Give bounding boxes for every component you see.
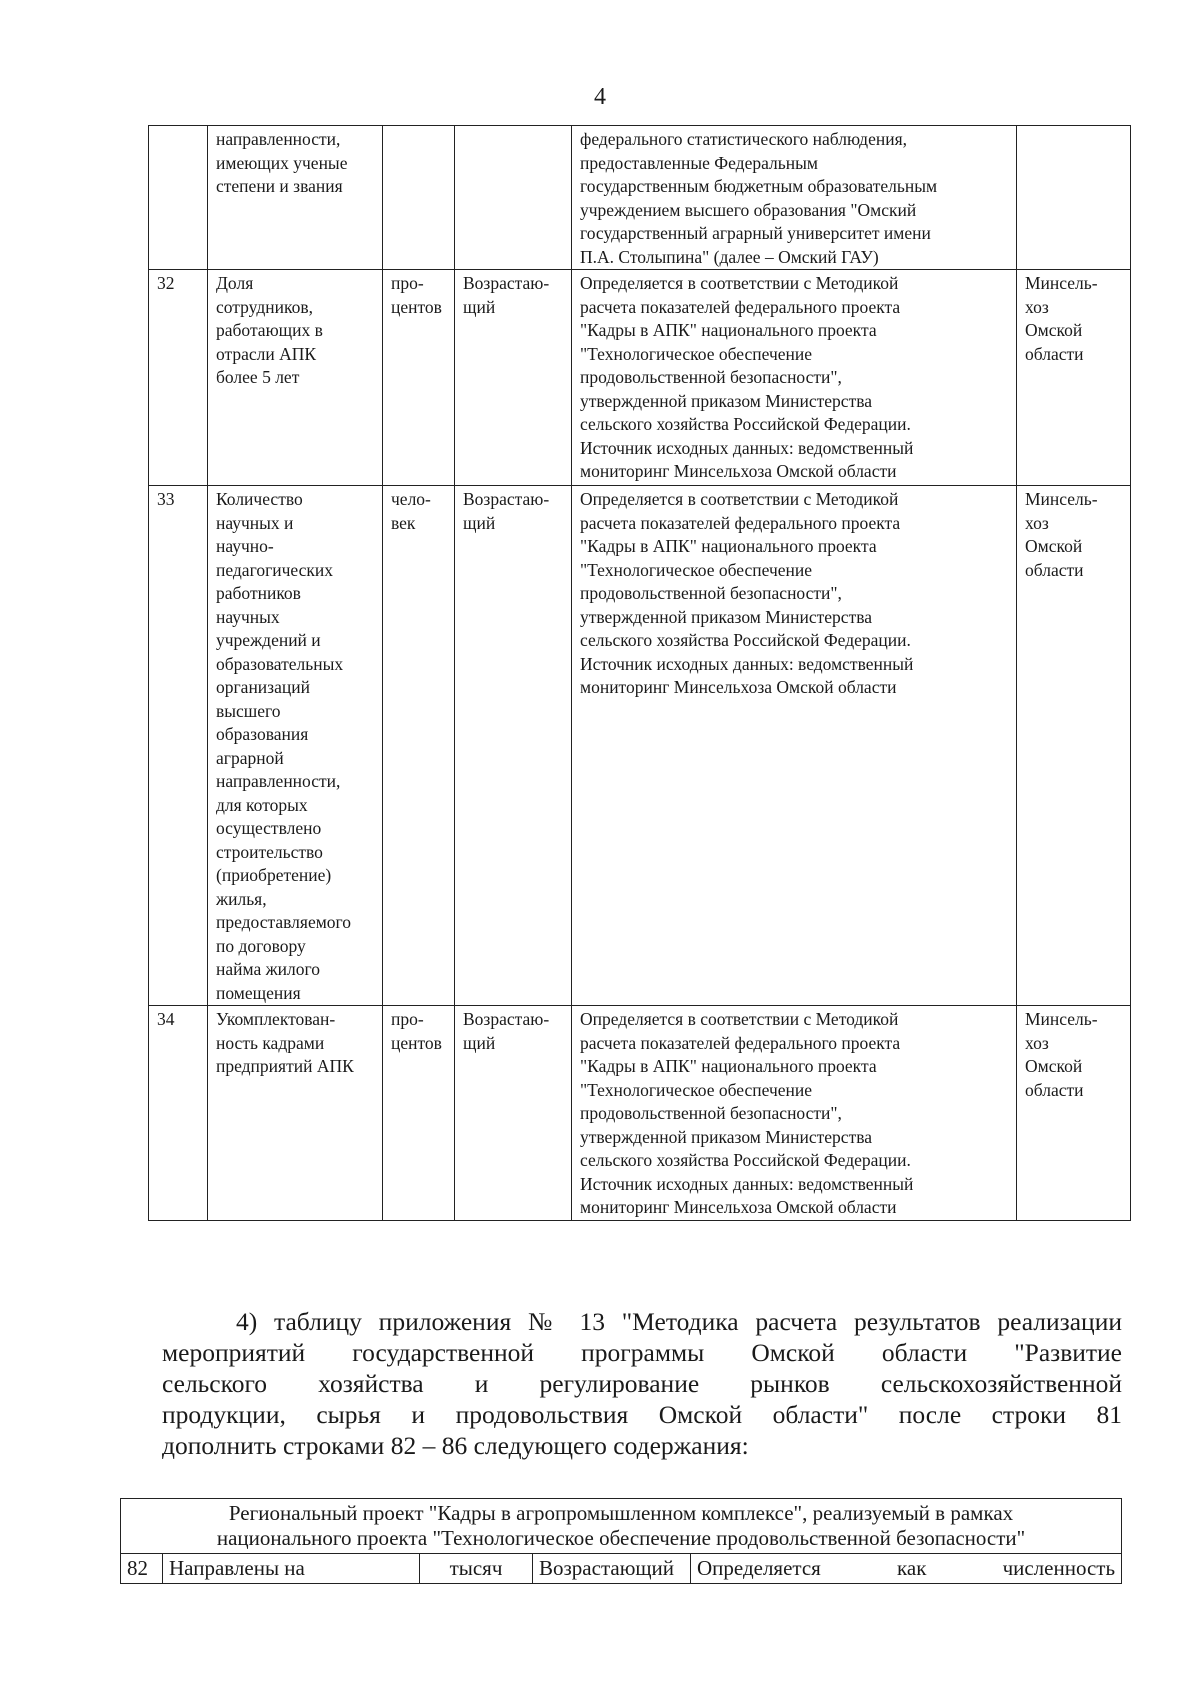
regional-project-header (121, 1499, 1122, 1554)
responsible-line: области (1025, 343, 1084, 364)
method-line: расчета показателей федерального проекта (580, 1032, 901, 1053)
method-line: сельского хозяйства Российской Федерации. (580, 414, 911, 434)
indicator-name-line: отрасли АПК (216, 343, 317, 364)
method-line: сельского хозяйства Российской Федерации. (580, 630, 911, 650)
indicator-name-line: учреждений и (216, 630, 321, 650)
method-line: мониторинг Минсельхоза Омской области (580, 677, 897, 697)
indicator-name (208, 486, 383, 1006)
method-word: Определяется (697, 1556, 821, 1580)
indicators-table (148, 125, 1131, 1221)
paragraph-line: сельского хозяйства и регулирование рынков сельскохозяйственной (162, 1369, 1122, 1398)
indicator-name-line: сотрудников, (216, 296, 313, 317)
trend-line: щий (463, 1032, 496, 1053)
indicator-name-line: по договору (216, 935, 306, 956)
method-line: мониторинг Минсельхоза Омской области (580, 1197, 897, 1217)
indicator-name-line: научных (216, 606, 280, 627)
responsible-line: области (1025, 559, 1084, 580)
responsible-line: Омской (1025, 536, 1083, 556)
responsible (1017, 126, 1131, 270)
indicator-name-line: ность кадрами (216, 1032, 325, 1053)
method-line: утвержденной приказом Министерства (580, 606, 873, 627)
responsible-line: хоз (1025, 512, 1049, 533)
method-line: Определяется в соответствии с Методикой (580, 489, 899, 509)
method (572, 486, 1017, 1006)
method (691, 1554, 1122, 1584)
method-line: Определяется в соответствии с Методикой (580, 273, 899, 293)
indicator-name-line: образования (216, 724, 309, 744)
indicator-name (208, 1006, 383, 1221)
indicator-name-line: жилья, (216, 888, 267, 909)
unit-line: центов (391, 296, 442, 317)
responsible-line: хоз (1025, 296, 1049, 317)
responsible-line: Омской (1025, 1056, 1083, 1076)
method-line: государственный аграрный университет имени (580, 223, 931, 243)
table-row (121, 1554, 1122, 1584)
indicator-name-line: более 5 лет (216, 367, 300, 387)
indicator-name-line: для которых (216, 794, 308, 815)
responsible-line: Омской (1025, 320, 1083, 340)
indicator-name-line: направленности, (216, 129, 341, 149)
paragraph-line: 4) таблицу приложения № 13 "Методика расчета результатов реализации (236, 1307, 1122, 1336)
indicator-name-line: работников (216, 583, 301, 603)
indicator-name-line: научных и (216, 512, 294, 533)
trend (455, 270, 572, 486)
trend-line: Возрастаю- (463, 273, 550, 293)
method-line: предоставленные Федеральным (580, 152, 818, 173)
method (572, 270, 1017, 486)
table-row (149, 1006, 1131, 1221)
indicator-name-line: осуществлено (216, 818, 322, 838)
indicator-name-line: работающих в (216, 320, 323, 340)
method-line: "Технологическое обеспечение (580, 1079, 813, 1100)
row-number (149, 126, 208, 270)
method-line: федерального статистического наблюдения, (580, 129, 907, 149)
page-number: 4 (594, 84, 606, 110)
unit (383, 1006, 455, 1221)
trend (455, 486, 572, 1006)
indicator-name-line: степени и звания (216, 176, 343, 196)
responsible (1017, 1006, 1131, 1221)
method-line: мониторинг Минсельхоза Омской области (580, 461, 897, 481)
paragraph-line: дополнить строками 82 – 86 следующего содержания: (162, 1431, 749, 1460)
indicator-name (208, 126, 383, 270)
indicator-name-line: Доля (216, 273, 254, 293)
method-line: Источник исходных данных: ведомственный (580, 1173, 914, 1194)
result-name: Направлены на (163, 1554, 420, 1584)
responsible-line: Минсель- (1025, 1009, 1098, 1029)
method-line: учреждением высшего образования "Омский (580, 199, 917, 220)
unit-line: про- (391, 273, 424, 293)
paragraph-line: продукции, сырья и продовольствия Омской области" после строки 81 (162, 1400, 1122, 1429)
responsible (1017, 270, 1131, 486)
indicator-name-line: найма жилого (216, 959, 321, 979)
method-line: сельского хозяйства Российской Федерации. (580, 1150, 911, 1170)
trend-line: щий (463, 512, 496, 533)
indicator-name-line: Количество (216, 489, 303, 509)
trend-line: Возрастаю- (463, 489, 550, 509)
unit-line: чело- (391, 489, 431, 509)
method-line: "Технологическое обеспечение (580, 559, 813, 580)
indicator-name-line: (приобретение) (216, 865, 332, 885)
unit (383, 270, 455, 486)
method-line: Источник исходных данных: ведомственный (580, 437, 914, 458)
row-number: 34 (149, 1006, 208, 1221)
header-line: национального проекта "Технологическое обеспечение продовольственной безопасности" (216, 1526, 1026, 1550)
indicator-name-line: направленности, (216, 771, 341, 791)
unit (383, 126, 455, 270)
unit (383, 486, 455, 1006)
method (572, 1006, 1017, 1221)
trend (455, 1006, 572, 1221)
indicator-name-line: образовательных (216, 653, 344, 674)
indicator-name-line: предприятий АПК (216, 1056, 354, 1076)
indicator-name-line: Укомплектован- (216, 1009, 336, 1029)
table-row (149, 270, 1131, 486)
method-word: численность (1002, 1556, 1116, 1580)
method-word: как (896, 1556, 927, 1580)
method-line: продовольственной безопасности", (580, 367, 842, 387)
method-line: "Кадры в АПК" национального проекта (580, 536, 877, 556)
row-number: 32 (149, 270, 208, 486)
method-line: расчета показателей федерального проекта (580, 296, 901, 317)
unit: тысяч (420, 1554, 533, 1584)
regional-project-header-row (121, 1499, 1122, 1554)
method-line: "Кадры в АПК" национального проекта (580, 320, 877, 340)
method (572, 126, 1017, 270)
trend: Возрастающий (533, 1554, 691, 1584)
indicator-name-line: организаций (216, 677, 310, 697)
responsible (1017, 486, 1131, 1006)
indicator-name-line: аграрной (216, 747, 284, 768)
indicator-name-line: высшего (216, 700, 281, 721)
indicator-name-line: предоставляемого (216, 912, 352, 932)
table-row (149, 486, 1131, 1006)
method-line: Источник исходных данных: ведомственный (580, 653, 914, 674)
method-line: утвержденной приказом Министерства (580, 1126, 873, 1147)
method-line: "Технологическое обеспечение (580, 343, 813, 364)
trend-line: щий (463, 296, 496, 317)
indicator-name-line: педагогических (216, 559, 333, 580)
responsible-line: Минсель- (1025, 489, 1098, 509)
indicator-name-line: помещения (216, 982, 301, 1003)
indicator-name (208, 270, 383, 486)
responsible-line: Минсель- (1025, 273, 1098, 293)
row-number: 33 (149, 486, 208, 1006)
paragraph-line: мероприятий государственной программы Омской области "Развитие (162, 1338, 1122, 1367)
indicator-name-line: научно- (216, 536, 274, 556)
method-line: Определяется в соответствии с Методикой (580, 1009, 899, 1029)
method-line: продовольственной безопасности", (580, 1103, 842, 1123)
responsible-line: области (1025, 1079, 1084, 1100)
unit-line: век (391, 512, 416, 533)
trend-line: Возрастаю- (463, 1009, 550, 1029)
row-number: 82 (121, 1554, 163, 1584)
method-line: государственным бюджетным образовательным (580, 176, 938, 196)
method-line: расчета показателей федерального проекта (580, 512, 901, 533)
responsible-line: хоз (1025, 1032, 1049, 1053)
method-line: продовольственной безопасности", (580, 583, 842, 603)
trend (455, 126, 572, 270)
unit-line: про- (391, 1009, 424, 1029)
indicator-name-line: имеющих ученые (216, 152, 348, 173)
indicator-name-line: строительство (216, 841, 323, 862)
results-table (120, 1498, 1122, 1584)
unit-line: центов (391, 1032, 442, 1053)
method-line: П.А. Столыпина" (далее – Омский ГАУ) (580, 246, 879, 267)
table-row (149, 126, 1131, 270)
header-line: Региональный проект "Кадры в агропромышленном комплексе", реализуемый в рамках (228, 1501, 1014, 1525)
method-line: "Кадры в АПК" национального проекта (580, 1056, 877, 1076)
method-line: утвержденной приказом Министерства (580, 390, 873, 411)
amendment-paragraph (162, 1306, 1122, 1461)
